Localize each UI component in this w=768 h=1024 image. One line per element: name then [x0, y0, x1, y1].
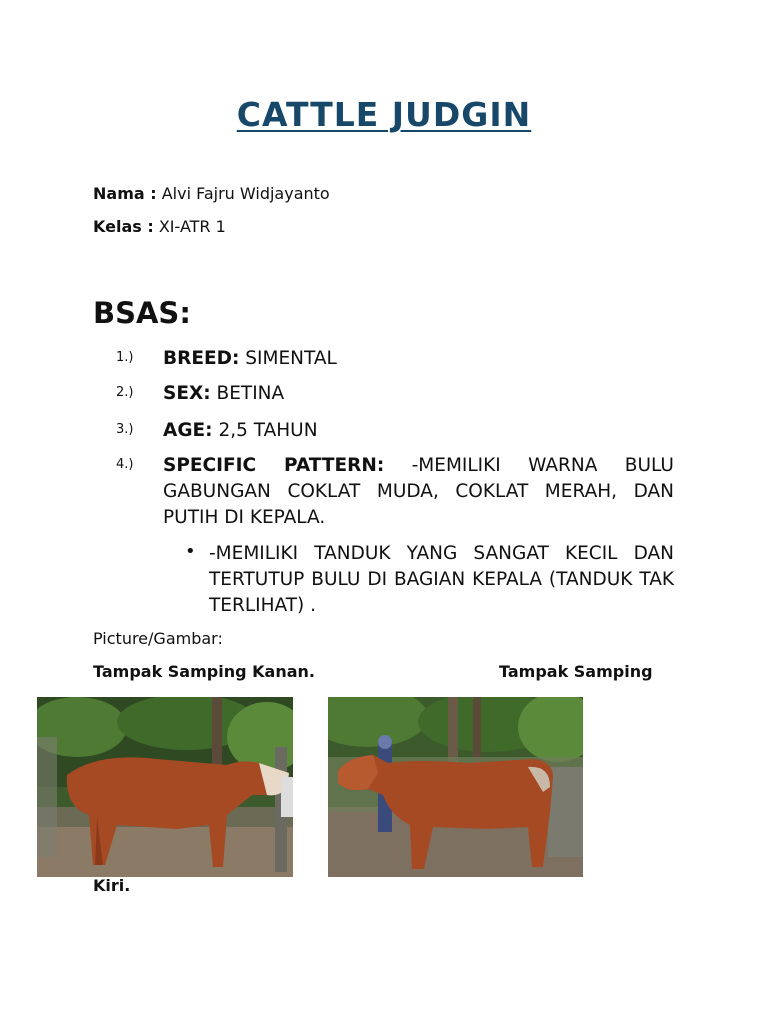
item-label: SPECIFIC PATTERN:	[163, 455, 385, 476]
photo-left-side	[328, 697, 583, 877]
bullet-icon: •	[185, 541, 196, 562]
kelas-label: Kelas :	[93, 217, 154, 236]
item-value: BETINA	[216, 383, 285, 404]
kelas-field	[93, 217, 226, 236]
item-label: BREED:	[163, 348, 240, 369]
list-number: 1.)	[116, 350, 134, 365]
list-number: 3.)	[116, 422, 134, 437]
item-value: SIMENTAL	[245, 348, 337, 369]
item-label: AGE:	[163, 420, 213, 441]
picture-label: Picture/Gambar:	[93, 629, 223, 648]
caption-left-side-continued: Kiri.	[93, 876, 131, 895]
item-label: SEX:	[163, 383, 211, 404]
nama-label: Nama :	[93, 184, 157, 203]
photo-right-side	[37, 697, 293, 877]
document-title: CATTLE JUDGIN	[236, 95, 532, 134]
list-number: 4.)	[116, 457, 134, 472]
item-value: -MEMILIKI WARNA BULU GABUNGAN COKLAT MUDA, COKLAT MERAH, DAN PUTIH DI KEPALA.	[163, 455, 674, 528]
bullet-text: -MEMILIKI TANDUK YANG SANGAT KECIL DAN TERTUTUP BULU DI BAGIAN KEPALA (TANDUK TAK TERLIHAT) .	[209, 543, 674, 616]
caption-right-side: Tampak Samping Kanan.	[93, 662, 315, 681]
section-heading: BSAS:	[93, 296, 191, 330]
nama-field	[93, 184, 330, 203]
list-number: 2.)	[116, 385, 134, 400]
nama-value: Alvi Fajru Widjayanto	[161, 184, 330, 203]
kelas-value: XI-ATR 1	[158, 217, 226, 236]
caption-left-side: Tampak Samping	[499, 662, 653, 681]
item-value: 2,5 TAHUN	[218, 420, 318, 441]
